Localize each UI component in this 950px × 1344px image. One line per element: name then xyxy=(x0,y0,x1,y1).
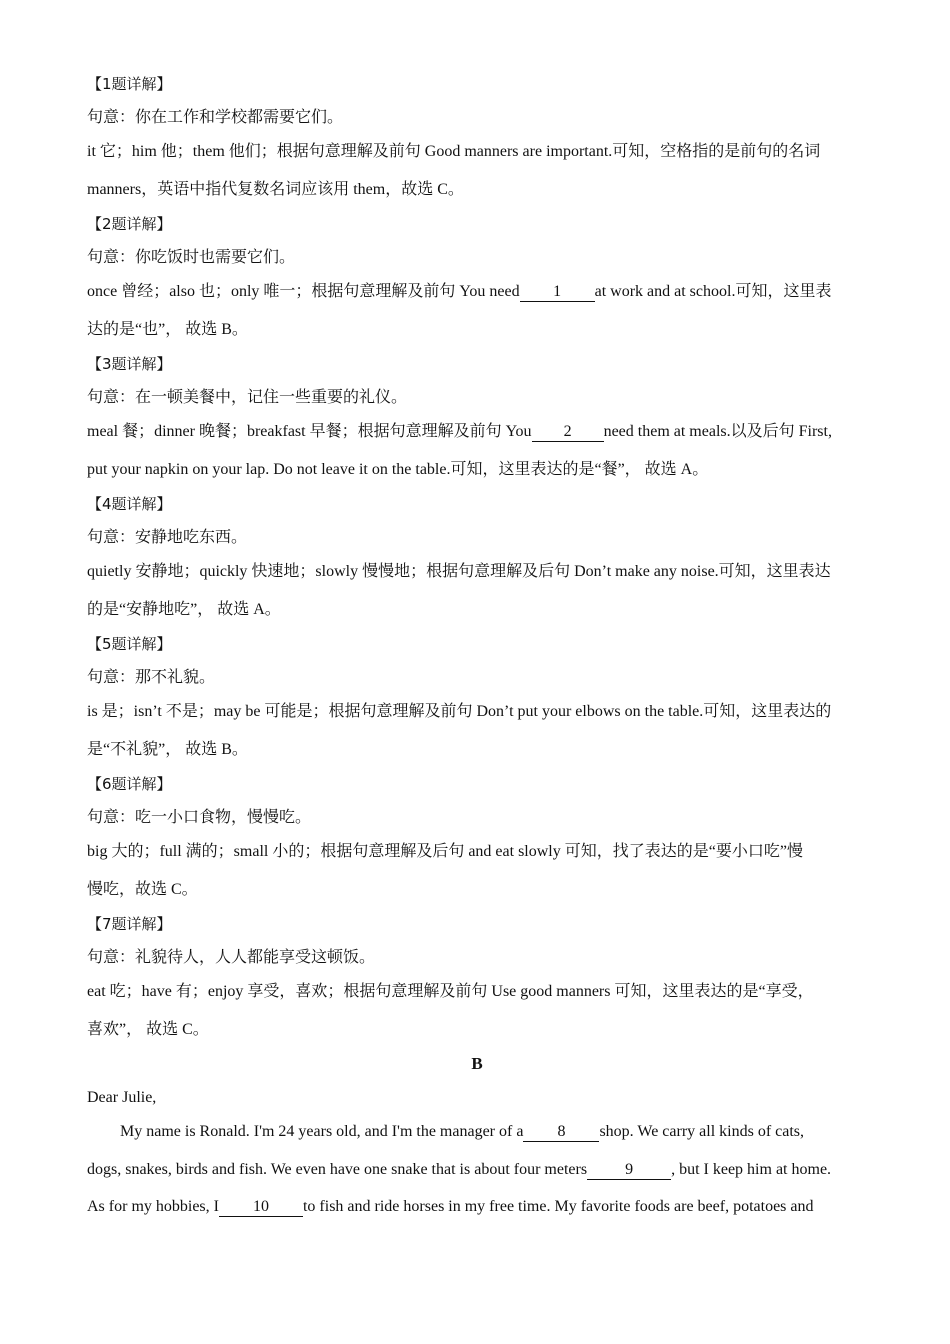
item-6-explanation-line2: 慢吃，故选 C。 xyxy=(87,881,198,898)
answer-blank-9: 9 xyxy=(587,1161,671,1180)
item-2-explanation-line1 xyxy=(87,282,867,302)
item-5-explanation-line1: is 是；isn’t 不是；may be 可能是；根据句意理解及前句 Don’t put your elbows on the table.可知，这里表达的 xyxy=(87,703,832,720)
text-segment: dogs, snakes, birds and fish. We even have one snake that is about four meters xyxy=(87,1161,588,1178)
item-6-explanation-line1: big 大的；full 满的；small 小的；根据句意理解及后句 and eat slowly 可知，找了表达的是“要小口吃”慢 xyxy=(87,843,803,860)
answer-blank-2: 2 xyxy=(532,423,604,442)
item-6-heading: 【6题详解】 xyxy=(87,775,172,793)
answer-blank-10: 10 xyxy=(219,1198,303,1217)
item-1-explanation-line2: manners，英语中指代复数名词应该用 them，故选 C。 xyxy=(87,181,464,198)
document-content xyxy=(87,74,867,1217)
item-4-heading: 【4题详解】 xyxy=(87,495,172,513)
text-segment: to fish and ride horses in my free time. My favorite foods are beef, potatoes and xyxy=(302,1198,814,1215)
item-7-translation: 句意：礼貌待人，人人都能享受这顿饭。 xyxy=(87,949,376,966)
text-segment: at work and at school.可知，这里表 xyxy=(594,283,832,300)
text-segment: shop. We carry all kinds of cats, xyxy=(599,1123,805,1140)
text-segment: once 曾经；also 也；only 唯一；根据句意理解及前句 You need xyxy=(87,283,520,300)
letter-greeting: Dear Julie, xyxy=(87,1089,157,1106)
item-3-explanation-line1 xyxy=(87,422,867,442)
item-1-translation: 句意：你在工作和学校都需要它们。 xyxy=(87,109,344,126)
item-7-heading: 【7题详解】 xyxy=(87,915,172,933)
item-3-heading: 【3题详解】 xyxy=(87,355,172,373)
item-2-explanation-line2: 达的是“也”， 故选 B。 xyxy=(87,321,248,338)
text-segment: As for my hobbies, I xyxy=(87,1198,219,1215)
item-7-explanation-line1: eat 吃；have 有；enjoy 享受，喜欢；根据句意理解及前句 Use good manners 可知，这里表达的是“享受， xyxy=(87,983,814,1000)
text-segment: need them at meals.以及后句 First, xyxy=(603,423,832,440)
text-segment: meal 餐；dinner 晚餐；breakfast 早餐；根据句意理解及前句 You xyxy=(87,423,532,440)
item-4-explanation-line2: 的是“安静地吃”， 故选 A。 xyxy=(87,601,281,618)
item-5-heading: 【5题详解】 xyxy=(87,635,172,653)
item-6-translation: 句意：吃一小口食物，慢慢吃。 xyxy=(87,809,312,826)
letter-line-1 xyxy=(87,1122,867,1142)
letter-line-2 xyxy=(87,1160,867,1180)
text-segment: My name is Ronald. I'm 24 years old, and I'm the manager of a xyxy=(120,1123,524,1140)
item-1-heading: 【1题详解】 xyxy=(87,75,172,93)
section-b-title: B xyxy=(471,1054,483,1073)
text-segment: , but I keep him at home. xyxy=(671,1161,832,1178)
item-3-translation: 句意：在一顿美餐中，记住一些重要的礼仪。 xyxy=(87,389,408,406)
item-4-explanation-line1: quietly 安静地；quickly 快速地；slowly 慢慢地；根据句意理解及后句 Don’t make any noise.可知，这里表达 xyxy=(87,563,831,580)
answer-blank-1: 1 xyxy=(520,283,595,302)
item-2-translation: 句意：你吃饭时也需要它们。 xyxy=(87,249,296,266)
item-5-translation: 句意：那不礼貌。 xyxy=(87,669,216,686)
letter-line-3 xyxy=(87,1197,867,1217)
item-2-heading: 【2题详解】 xyxy=(87,215,172,233)
item-4-translation: 句意：安静地吃东西。 xyxy=(87,529,248,546)
item-7-explanation-line2: 喜欢”， 故选 C。 xyxy=(87,1021,209,1038)
item-1-explanation-line1: it 它；him 他；them 他们；根据句意理解及前句 Good manners are important.可知，空格指的是前句的名词 xyxy=(87,143,821,160)
answer-blank-8: 8 xyxy=(523,1123,599,1142)
item-5-explanation-line2: 是“不礼貌”， 故选 B。 xyxy=(87,741,248,758)
item-3-explanation-line2: put your napkin on your lap. Do not leave it on the table.可知，这里表达的是“餐”， 故选 A。 xyxy=(87,461,709,478)
